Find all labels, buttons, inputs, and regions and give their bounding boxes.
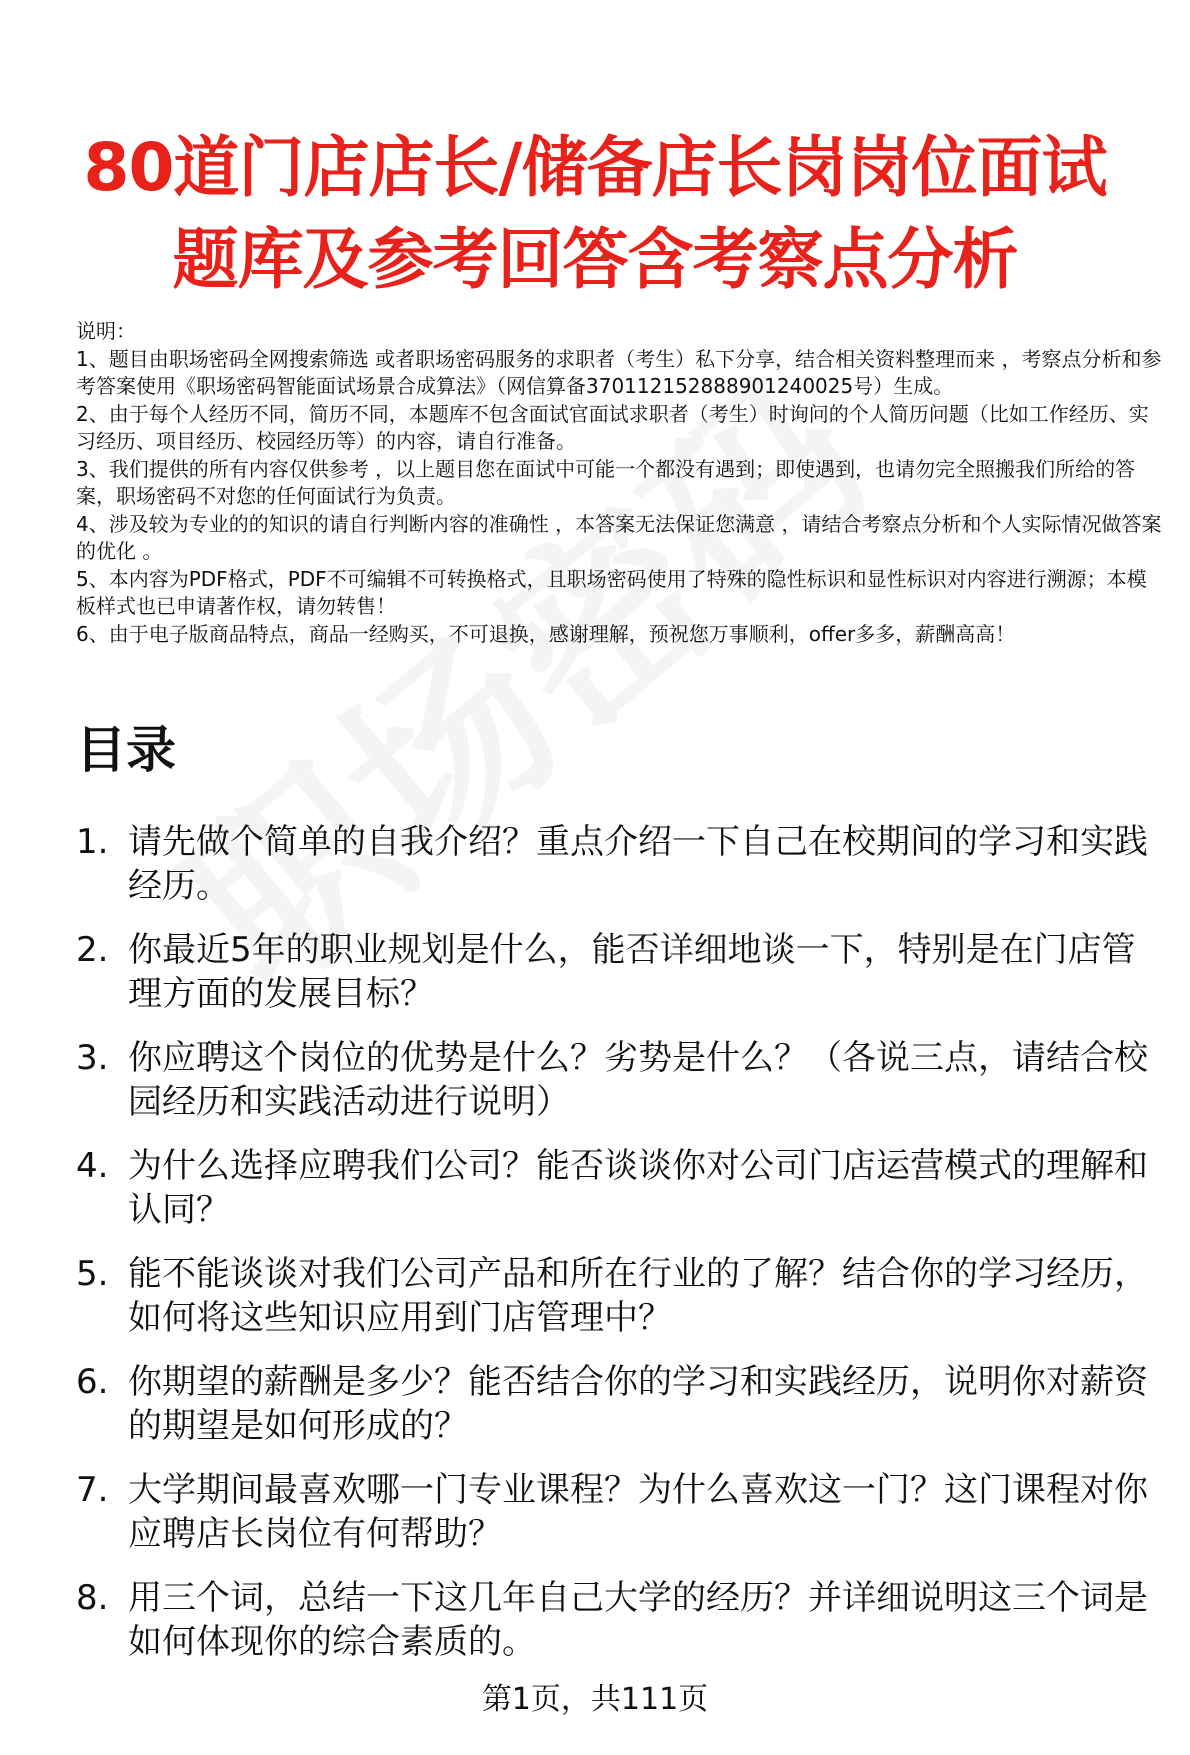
note-item: 4、涉及较为专业的的知识的请自行判断内容的准确性 ，本答案无法保证您满意 ，请结合考察点分析和个人实际情况做答案的优化 。	[76, 511, 1162, 563]
note-item: 1、题目由职场密码全网搜索筛选 或者职场密码服务的求职者（考生）私下分享，结合相关资料整理而来 ，考察点分析和参考答案使用《职场密码智能面试场景合成算法》（网信算备370112152888901240025号）生成。	[76, 346, 1162, 398]
page-number-footer: 第1页，共111页	[481, 1682, 709, 1717]
toc-item-number: 6.	[76, 1362, 109, 1402]
note-item: 2、由于每个人经历不同，简历不同，本题库不包含面试官面试求职者（考生）时询问的个人简历问题（比如工作经历、实习经历、项目经历、校园经历等）的内容，请自行准备。	[76, 401, 1149, 453]
note-item: 3、我们提供的所有内容仅供参考 ，以上题目您在面试中可能一个都没有遇到；即使遇到，也请勿完全照搬我们所给的答案，职场密码不对您的任何面试行为负责。	[76, 456, 1136, 508]
toc-item-text[interactable]: 用三个词，总结一下这几年自己大学的经历？并详细说明这三个词是如何体现你的综合素质的。	[128, 1578, 1148, 1662]
title-line-2: 题库及参考回答含考察点分析	[172, 221, 1018, 298]
note-item: 6、由于电子版商品特点，商品一经购买，不可退换，感谢理解，预祝您万事顺利，offer多多，薪酬高高！	[76, 621, 1016, 646]
toc-item-text[interactable]: 你应聘这个岗位的优势是什么？劣势是什么？（各说三点，请结合校园经历和实践活动进行说明）	[128, 1038, 1148, 1122]
toc-item-number: 3.	[76, 1038, 109, 1078]
notes-heading: 说明：	[76, 319, 136, 343]
toc-item[interactable]	[76, 820, 1166, 908]
toc-item[interactable]	[76, 1036, 1166, 1124]
title-line-1: 80道门店店长/储备店长岗岗位面试	[83, 129, 1107, 206]
toc-item-number: 4.	[76, 1146, 109, 1186]
toc-item-text[interactable]: 大学期间最喜欢哪一门专业课程？为什么喜欢这一门？这门课程对你应聘店长岗位有何帮助？	[128, 1470, 1148, 1554]
toc-item[interactable]	[76, 928, 1166, 1016]
toc-list	[76, 820, 1166, 1684]
toc-item[interactable]	[76, 1144, 1166, 1232]
note-item: 5、本内容为PDF格式，PDF不可编辑不可转换格式，且职场密码使用了特殊的隐性标识和显性标识对内容进行溯源；本模板样式也已申请著作权，请勿转售！	[76, 566, 1147, 618]
toc-item-number: 8.	[76, 1578, 109, 1618]
toc-item[interactable]	[76, 1468, 1166, 1556]
toc-item[interactable]	[76, 1360, 1166, 1448]
toc-item[interactable]	[76, 1252, 1166, 1340]
toc-item-number: 2.	[76, 930, 109, 970]
toc-item-text[interactable]: 能不能谈谈对我们公司产品和所在行业的了解？结合你的学习经历，如何将这些知识应用到门店管理中？	[128, 1254, 1148, 1338]
toc-item-text[interactable]: 请先做个简单的自我介绍？重点介绍一下自己在校期间的学习和实践经历。	[128, 822, 1148, 906]
toc-item-text[interactable]: 你最近5年的职业规划是什么，能否详细地谈一下，特别是在门店管理方面的发展目标？	[128, 930, 1136, 1014]
toc-item-text[interactable]: 为什么选择应聘我们公司？能否谈谈你对公司门店运营模式的理解和认同？	[128, 1146, 1148, 1230]
notes-section	[76, 318, 1166, 648]
toc-item-number: 1.	[76, 822, 109, 862]
toc-item-number: 5.	[76, 1254, 109, 1294]
toc-heading: 目录	[76, 721, 176, 779]
toc-item[interactable]	[76, 1576, 1166, 1664]
toc-item-number: 7.	[76, 1470, 109, 1510]
page-title	[60, 122, 1130, 306]
toc-item-text[interactable]: 你期望的薪酬是多少？能否结合你的学习和实践经历，说明你对薪资的期望是如何形成的？	[128, 1362, 1148, 1446]
